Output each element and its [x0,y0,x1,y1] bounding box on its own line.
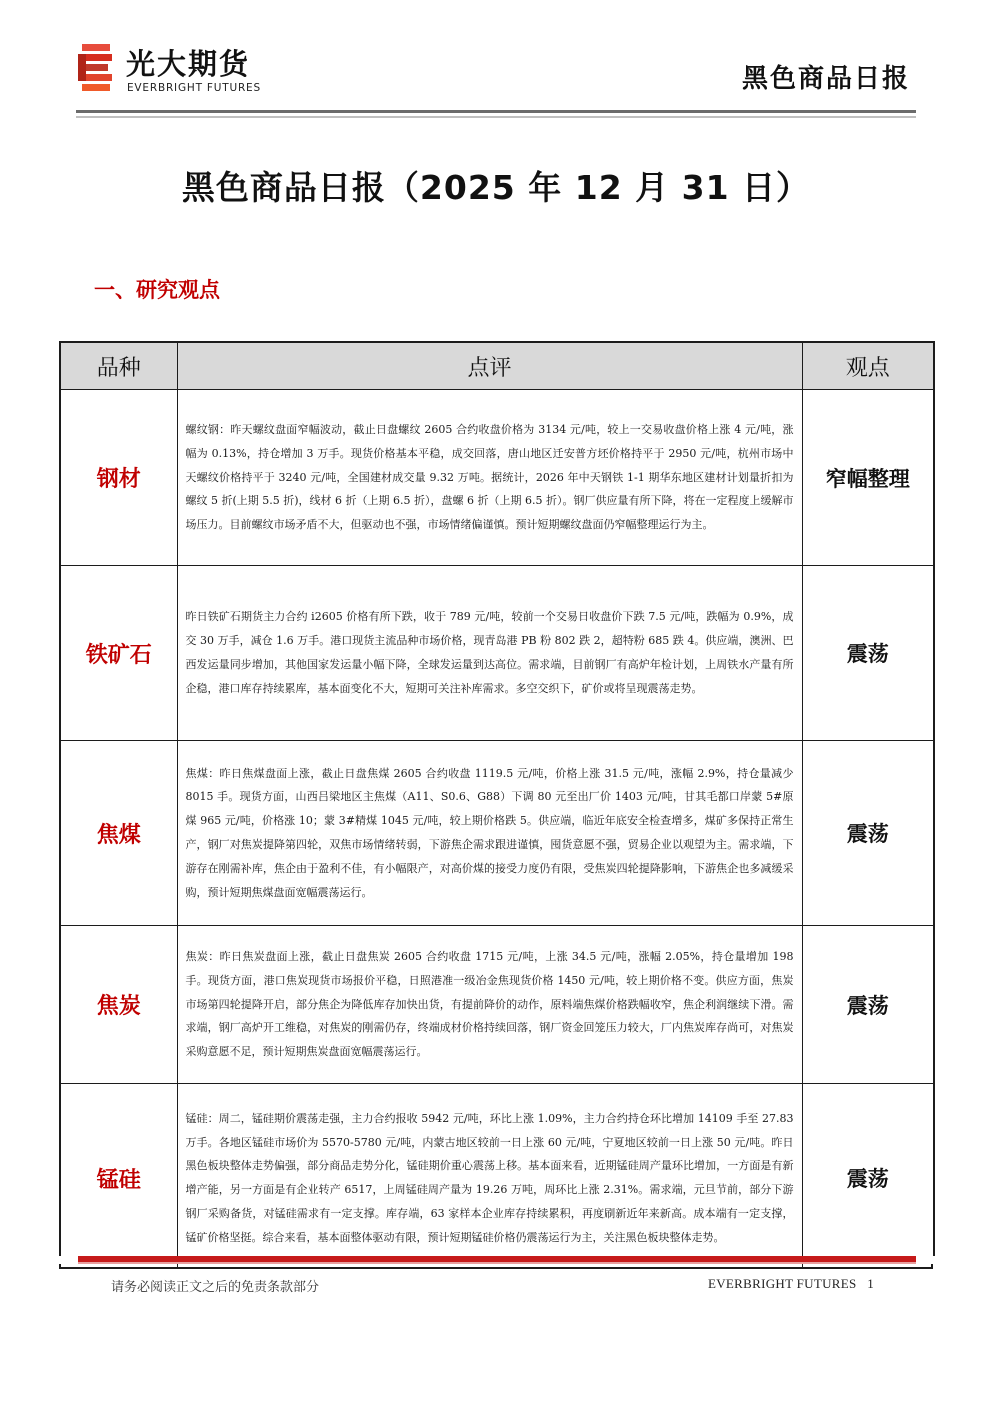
document-title: 黑色商品日报（2025 年 12 月 31 日） [181,168,811,207]
table-row [60,926,934,1084]
table-header-row [60,342,934,390]
row-variety-iron-ore: 铁矿石 [60,566,177,741]
row-comment-iron-ore: 昨日铁矿石期货主力合约 i2605 价格有所下跌，收于 789 元/吨，较前一个交易日收盘价下跌 7.5 元/吨，跌幅为 0.9%，成交 30 万手，减仓 1.6 万手。港口现货主流品种市场价格，现青岛港 PB 粉 802 跌 2，超特粉 685 跌 4。供应端，澳洲、巴西发运量同步增加，其他国家发运量小幅下降，全球发运量到达高位。需求端，目前钢厂有高炉年检计划，上周铁水产量有所企稳，港口库存持续累库，基本面变化不大，短期可关注补库需求。多空交织下，矿价或将呈现震荡走势。 [177,566,802,741]
page-number: 1 [867,1276,874,1291]
row-variety-coke: 焦炭 [60,926,177,1084]
table-continuation [59,1264,933,1269]
row-variety-coking-coal: 焦煤 [60,741,177,926]
column-header-view: 观点 [802,342,934,390]
row-view-iron-ore: 震荡 [802,566,934,741]
company-logo [76,42,316,102]
footer-disclaimer: 请务必阅读正文之后的免责条款部分 [111,1280,320,1295]
header-divider-secondary [76,116,916,118]
table-column-rule [802,1264,803,1269]
table-column-rule [177,1264,178,1269]
header-report-type: 黑色商品日报 [741,64,910,94]
section-heading: 一、研究观点 [94,278,220,302]
row-view-coke: 震荡 [802,926,934,1084]
table-row [60,390,934,566]
logo-english-name: EVERBRIGHT FUTURES [127,82,261,94]
footer-brand-page [708,1276,874,1292]
table-row [60,741,934,926]
table-row [60,566,934,741]
research-view-table [59,341,935,1275]
row-comment-coke: 焦炭：昨日焦炭盘面上涨，截止日盘焦炭 2605 合约收盘 1715 元/吨，上涨 34.5 元/吨，涨幅 2.05%，持仓量增加 198 手。现货方面，港口焦炭现货市场报价平稳，日照港准一级冶金焦现货价格 1450 元/吨，较上期价格不变。供应方面，焦炭市场第四轮提降开启，部分焦企为降低库存加快出货，有提前降价的动作，原料端焦煤价格跌幅收窄，焦企利润继续下滑。需求端，钢厂高炉开工维稳，对焦炭的刚需仍存，终端成材价格持续回落，钢厂资金回笼压力较大，厂内焦炭库存尚可，对焦炭采购意愿不足，预计短期焦炭盘面宽幅震荡运行。 [177,926,802,1084]
logo-chinese-name: 光大期货 [126,47,251,81]
everbright-logo-icon [76,42,116,98]
row-variety-steel: 钢材 [60,390,177,566]
header-divider [76,110,916,113]
row-view-steel: 窄幅整理 [802,390,934,566]
row-comment-silicomanganese: 锰硅：周二，锰硅期价震荡走强，主力合约报收 5942 元/吨，环比上涨 1.09%，主力合约持仓环比增加 14109 手至 27.83 万手。各地区锰硅市场价为 5570-5780 元/吨，内蒙古地区较前一日上涨 60 元/吨，宁夏地区较前一日上涨 50 元/吨。昨日黑色板块整体走势偏强，部分商品走势分化，锰硅期价重心震荡上移。基本面来看，近期锰硅周产量环比增加，一方面是有新增产能，另一方面是有企业转产 6517，上周锰硅周产量为 19.26 万吨，周环比上涨 2.31%。需求端，元旦节前，部分下游钢厂采购备货，对锰硅需求有一定支撑。库存端，63 家样本企业库存持续累积，再度刷新近年来新高。成本端有一定支撑，锰矿价格坚挺。综合来看，基本面整体驱动有限，预计短期锰硅价格仍震荡运行为主，关注黑色板块整体走势。 [177,1084,802,1274]
column-header-variety: 品种 [60,342,177,390]
row-comment-steel: 螺纹钢：昨天螺纹盘面窄幅波动，截止日盘螺纹 2605 合约收盘价格为 3134 元/吨，较上一交易收盘价格上涨 4 元/吨，涨幅为 0.13%，持仓增加 3 万手。现货价格基本平稳，成交回落，唐山地区迁安普方坯价格持平于 2950 元/吨，杭州市场中天螺纹价格持平于 3240 元/吨，全国建材成交量 9.32 万吨。据统计，2026 年中天钢铁 1-1 期华东地区建材计划量折扣为螺纹 5 折(上期 5.5 折)，线材 6 折（上期 6.5 折），盘螺 6 折（上期 6.5 折）。钢厂供应量有所下降，将在一定程度上缓解市场压力。目前螺纹市场矛盾不大，但驱动也不强，市场情绪偏谨慎。预计短期螺纹盘面仍窄幅整理运行为主。 [177,390,802,566]
row-comment-coking-coal: 焦煤：昨日焦煤盘面上涨，截止日盘焦煤 2605 合约收盘 1119.5 元/吨，价格上涨 31.5 元/吨，涨幅 2.9%，持仓量减少 8015 手。现货方面，山西吕梁地区主焦煤（A11、S0.6、G88）下调 80 元至出厂价 1403 元/吨，甘其毛都口岸蒙 5#原煤 965 元/吨，价格涨 10；蒙 3#精煤 1045 元/吨，较上期价格跌 5。供应端，临近年底安全检查增多，煤矿多保持正常生产，钢厂对焦炭提降第四轮，双焦市场情绪转弱，下游焦企需求跟进谨慎，囤货意愿不强，贸易企业以观望为主。需求端，下游存在刚需补库，焦企由于盈利不佳，有小幅限产，对高价煤的接受力度仍有限，受焦炭四轮提降影响，下游焦企也多减缓采购，预计短期焦煤盘面宽幅震荡运行。 [177,741,802,926]
column-header-comment: 点评 [177,342,802,390]
row-view-coking-coal: 震荡 [802,741,934,926]
row-view-silicomanganese: 震荡 [802,1084,934,1274]
table-row [60,1084,934,1274]
row-variety-silicomanganese: 锰硅 [60,1084,177,1274]
footer-brand: EVERBRIGHT FUTURES [707,1276,857,1291]
